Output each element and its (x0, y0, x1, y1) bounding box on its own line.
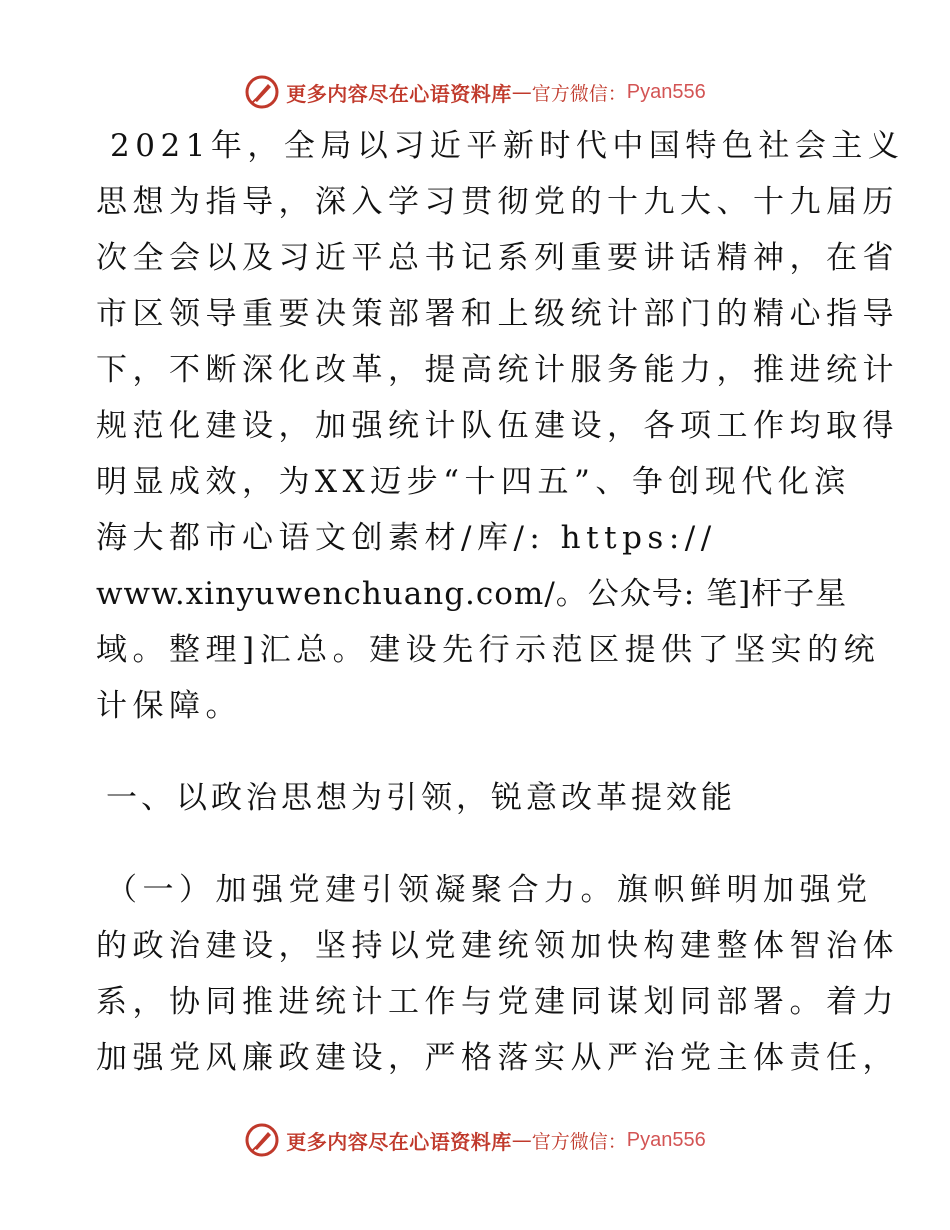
text-line: 计保障。 (96, 688, 242, 724)
watermark-official-label: 官方微信： (531, 82, 627, 105)
text-line: （一）加强党建引领凝聚合力。旗帜鲜明加强党 (106, 872, 873, 908)
text-line: 的政治建设，坚持以党建统领加快构建整体智治体 (96, 928, 899, 964)
text-line: 规范化建设，加强统计队伍建设，各项工作均取得 (96, 408, 899, 444)
text-line: 加强党风廉政建设，严格落实从严治党主体责任， (96, 1040, 899, 1076)
text-line: 下，不断深化改革，提高统计服务能力，推进统计 (96, 352, 899, 388)
subsection-paragraph (96, 862, 899, 1086)
text-line: 市区领导重要决策部署和上级统计部门的精心指导 (96, 296, 899, 332)
watermark-official-label: 官方微信： (531, 1130, 627, 1153)
feather-pen-icon (244, 74, 280, 110)
watermark-separator: — (511, 80, 532, 104)
document-body (96, 118, 905, 1086)
watermark-text: 更多内容尽在心语资料库 (286, 81, 512, 106)
watermark-separator: — (511, 1128, 532, 1152)
watermark-text: 更多内容尽在心语资料库 (286, 1129, 512, 1154)
text-line: 次全会以及习近平总书记系列重要讲话精神，在省 (96, 240, 899, 276)
feather-pen-icon (244, 1122, 280, 1158)
watermark-banner-bottom (0, 1120, 950, 1160)
text-line: 海大都市心语文创素材/库/: https:// (96, 520, 717, 556)
text-line: 系，协同推进统计工作与党建同谋划同部署。着力 (96, 984, 899, 1020)
watermark-wechat-id: Pyan556 (626, 80, 706, 103)
watermark-banner-top (0, 72, 950, 112)
text-line: 域。整理]汇总。建设先行示范区提供了坚实的统 (96, 632, 881, 668)
text-line: 2021年，全局以习近平新时代中国特色社会主义 (110, 128, 905, 164)
text-line: www.xinyuwenchuang.com/。公众号: 笔]杆子星 (96, 576, 848, 612)
text-line: 明显成效，为XX迈步“十四五”、争创现代化滨 (96, 464, 851, 500)
watermark-wechat-id: Pyan556 (626, 1128, 706, 1151)
text-line: 思想为指导，深入学习贯彻党的十九大、十九届历 (96, 184, 899, 220)
intro-paragraph (96, 118, 905, 734)
section-heading: 一、以政治思想为引领，锐意改革提效能 (106, 780, 736, 816)
